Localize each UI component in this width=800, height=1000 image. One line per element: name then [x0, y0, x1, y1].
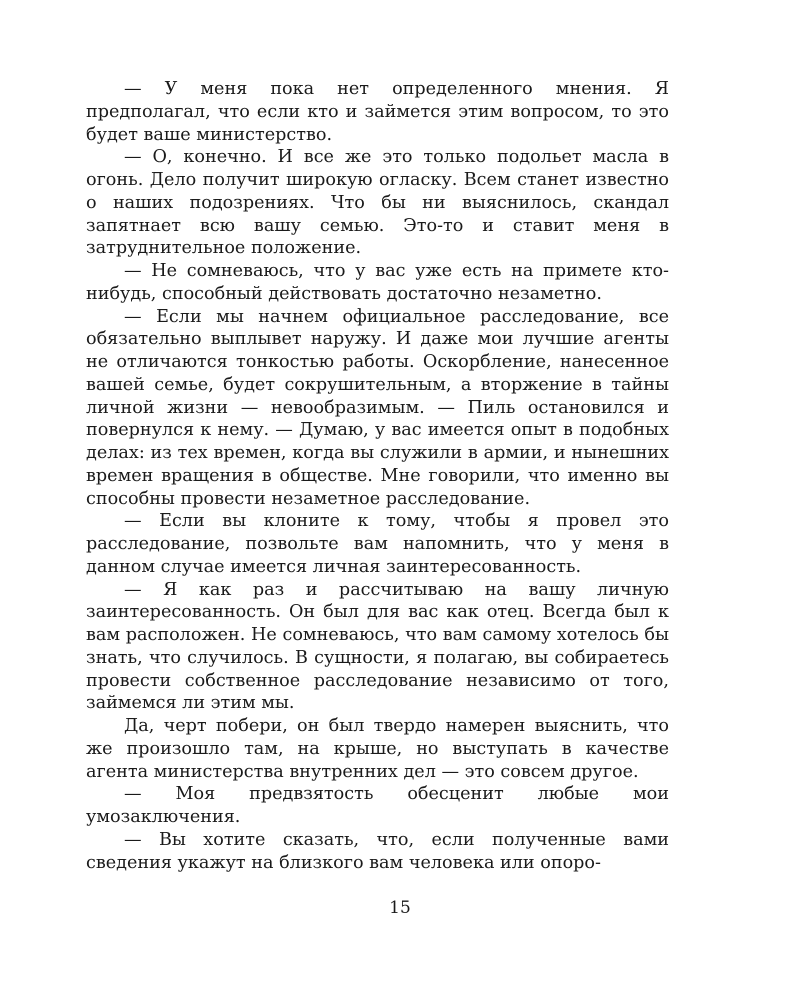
paragraph: — Вы хотите сказать, что, если полученные вами сведения укажут на близкого вам человека или опоро- — [86, 829, 669, 873]
paragraph: — У меня пока нет определенного мнения. Я предполагал, что если кто и займется этим вопросом, то это будет ваше министерство. — [86, 79, 669, 145]
paragraph: — Я как раз и рассчитываю на вашу личную заинтересованность. Он был для вас как отец. Всегда был к вам расположен. Не сомневаюсь, что вам самому хотелось бы знать, что случилось. В сущности, я полагаю, вы собираетесь провести собственное расследование независимо от того, займемся ли этим мы. — [86, 579, 669, 714]
paragraph: — О, конечно. И все же это только подольет масла в огонь. Дело получит широкую огласку. Всем станет известно о наших подозрениях. Что бы ни выяснилось, скандал запятнает всю вашу семью. Это-то и ставит меня в затруднительное положение. — [86, 147, 669, 259]
page-number: 15 — [389, 898, 411, 918]
paragraph: — Моя предвзятость обесценит любые мои умозаключения. — [86, 784, 669, 827]
body-text — [86, 78, 669, 874]
paragraph: — Если мы начнем официальное расследование, все обязательно выплывет наружу. И даже мои лучшие агенты не отличаются тонкостью работы. Оскорбление, нанесенное вашей семье, будет сокрушительным, а вторжение в тайны личной жизни — невообразимым. — Пиль остановился и повернулся к нему. — Думаю, у вас имеется опыт в подобных делах: из тех времен, когда вы служили в армии, и нынешних времен вращения в обществе. Мне говорили, что именно вы способны провести незаметное расследование. — [86, 306, 669, 509]
paragraph: — Не сомневаюсь, что у вас уже есть на примете кто-нибудь, способный действовать достаточно незаметно. — [86, 261, 669, 304]
paragraph: — Если вы клоните к тому, чтобы я провел это расследование, позвольте вам напомнить, что у меня в данном случае имеется личная заинтересованность. — [86, 511, 669, 577]
paragraph: Да, черт побери, он был твердо намерен выяснить, что же произошло там, на крыше, но выступать в качестве агента министерства внутренних дел — это совсем другое. — [86, 716, 669, 782]
